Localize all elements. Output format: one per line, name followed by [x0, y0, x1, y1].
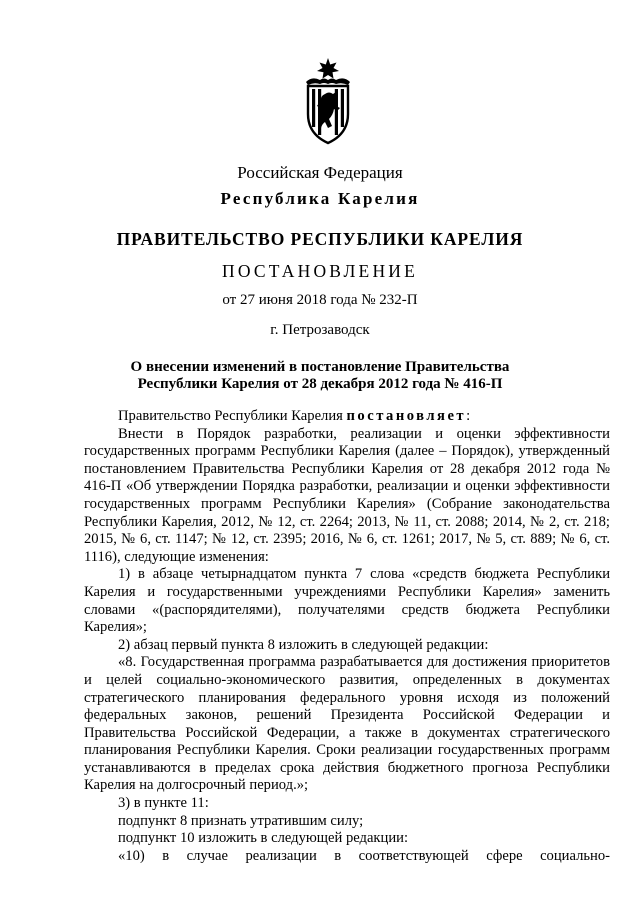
city-line: г. Петрозаводск [270, 322, 370, 338]
body-paragraph: «8. Государственная программа разрабатывается для достижения приоритетов и целей социально-экономического развития, определенных в документах стратегического планирования федерального уровня исходя из положений федеральных законов, решений Президента Российской Федерации и Правительства Российской Федерации, а также в документах стратегического планирования Республики Карелия. Сроки реализации государственных программ устанавливаются в пределах срока действия бюджетного прогноза Республики Карелия на долгосрочный период.»; [84, 654, 610, 794]
document-type-heading: ПОСТАНОВЛЕНИЕ [221, 261, 419, 281]
body-paragraph: подпункт 10 изложить в следующей редакции: [118, 830, 409, 847]
intro-paragraph [84, 408, 610, 426]
date-number-line: от 27 июня 2018 года № 232-П [222, 292, 418, 308]
intro-suffix: : [466, 408, 471, 424]
government-heading: ПРАВИТЕЛЬСТВО РЕСПУБЛИКИ КАРЕЛИЯ [116, 229, 524, 249]
intro-prefix: Правительство Республики Карелия [118, 408, 347, 424]
body-paragraph: подпункт 8 признать утратившим силу; [118, 812, 364, 829]
karelia-coat-of-arms-icon [298, 56, 358, 146]
document-title-line-1: О внесении изменений в постановление Правительства [130, 359, 510, 375]
decree-keyword: постановляет [346, 408, 467, 424]
document-title [0, 359, 640, 393]
republic-line: Республика Карелия [220, 189, 420, 208]
body-paragraph: Внести в Порядок разработки, реализации и оценки эффективности государственных программ Республики Карелия (далее – Порядок), утвержденный постановлением Правительства Республики Карелия от 28 декабря 2012 года № 416-П «Об утверждении Порядка разработки, реализации и оценки эффективности государственных программ Республики Карелия» (Собрание законодательства Республики Карелия, 2012, № 12, ст. 2264; 2013, № 11, ст. 2088; 2014, № 2, ст. 218; 2015, № 6, ст. 1147; № 12, ст. 2395; 2016, № 6, ст. 1261; 2017, № 5, ст. 889; № 6, ст. 1116), следующие изменения: [84, 425, 610, 565]
federation-line: Российская Федерация [237, 163, 403, 182]
body-paragraph-last: «10) в случае реализации в соответствующей сфере социально- [118, 847, 610, 864]
body-paragraph: 2) абзац первый пункта 8 изложить в следующей редакции: [118, 636, 489, 653]
document-title-line-2: Республики Карелия от 28 декабря 2012 года № 416-П [137, 376, 503, 392]
body-paragraph: 3) в пункте 11: [118, 795, 209, 812]
body-paragraph: 1) в абзаце четырнадцатом пункта 7 слова «средств бюджета Республики Карелия и государственными учреждениями Республики Карелия» заменить словами «(распорядителями), получателями средств бюджета Республики Карелия»; [84, 566, 610, 636]
document-body [84, 408, 610, 865]
